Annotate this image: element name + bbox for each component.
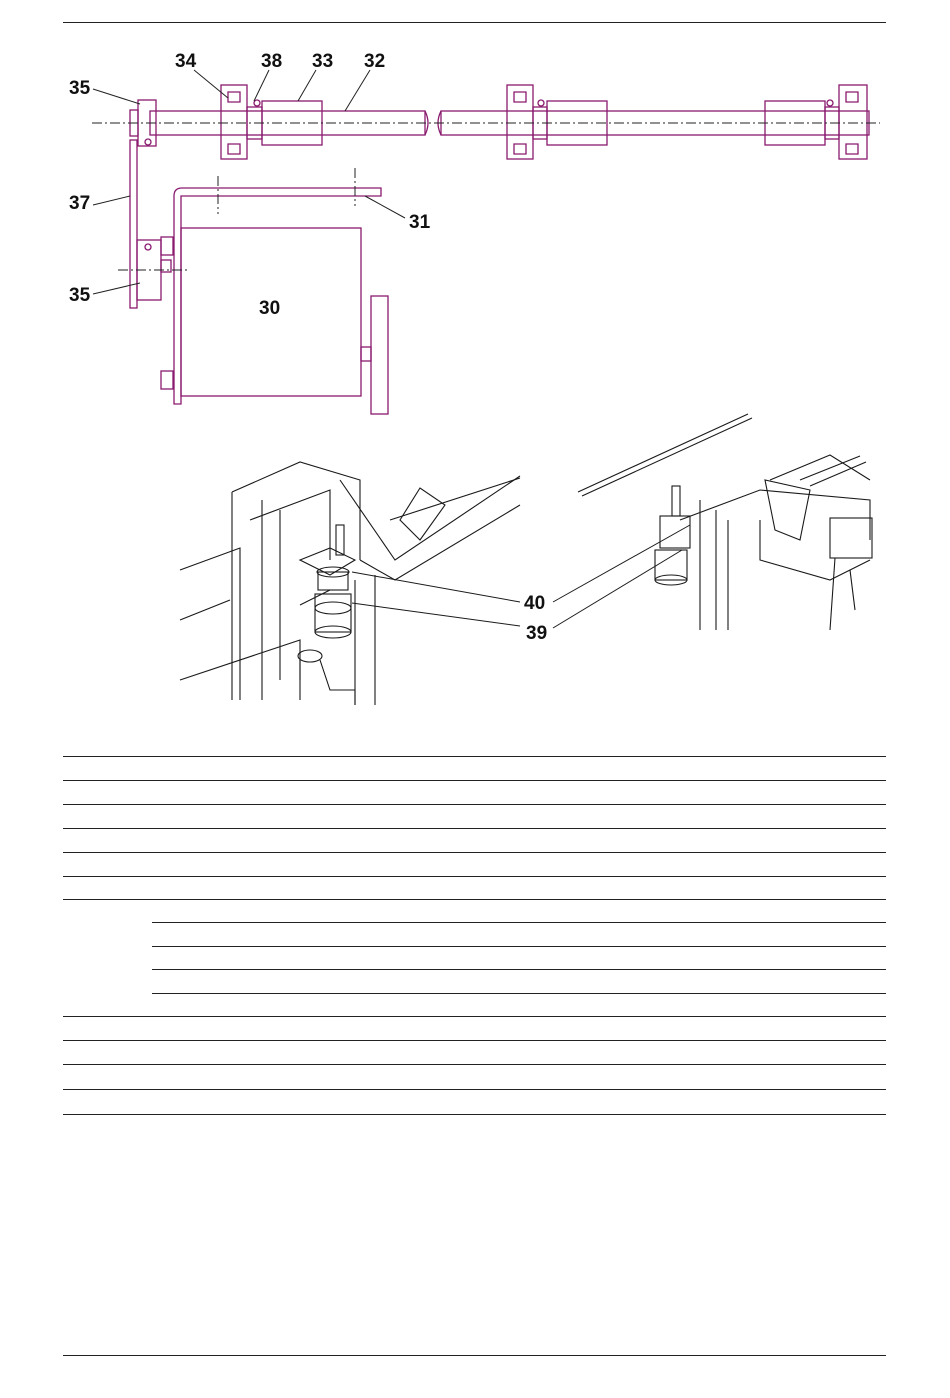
table-rule <box>63 1040 886 1041</box>
footer-rule <box>63 1355 886 1356</box>
table-rule <box>63 899 886 900</box>
callout-35-bottom: 35 <box>69 285 91 306</box>
table-rule <box>63 1064 886 1065</box>
callout-40: 40 <box>524 593 546 614</box>
table-rule <box>63 1016 886 1017</box>
table-rule <box>63 756 886 757</box>
table-rule <box>63 828 886 829</box>
callout-39: 39 <box>526 623 548 644</box>
table-rule <box>63 876 886 877</box>
table-rule <box>63 780 886 781</box>
callout-33: 33 <box>312 51 334 72</box>
table-rule <box>152 969 886 970</box>
callout-30: 30 <box>259 298 281 319</box>
table-rule <box>152 946 886 947</box>
callout-32: 32 <box>364 51 386 72</box>
table-rule <box>152 922 886 923</box>
callout-37: 37 <box>69 193 91 214</box>
table-rule <box>63 804 886 805</box>
table-rule <box>152 993 886 994</box>
callout-34: 34 <box>175 51 197 72</box>
table-rule <box>63 1114 886 1115</box>
table-rule <box>63 1089 886 1090</box>
callout-38: 38 <box>261 51 283 72</box>
table-rule <box>63 852 886 853</box>
callout-35-top: 35 <box>69 78 91 99</box>
callout-31: 31 <box>409 212 431 233</box>
